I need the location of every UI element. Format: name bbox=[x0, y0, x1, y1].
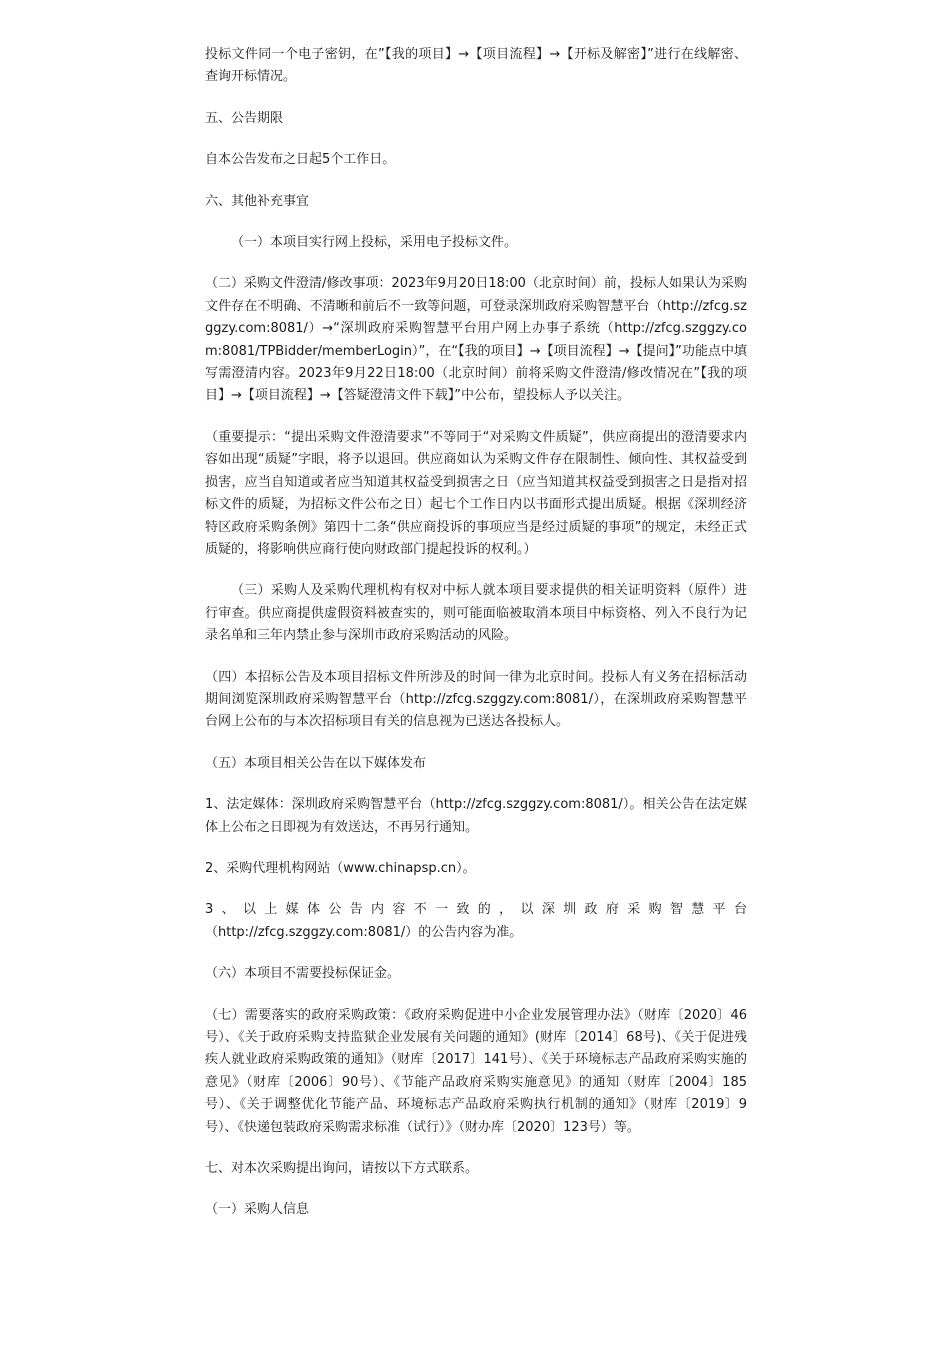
paragraph-announcement-period: 自本公告发布之日起5个工作日。 bbox=[205, 152, 396, 168]
paragraph-statutory-media: 1、法定媒体：深圳政府采购智慧平台（http://zfcg.szggzy.com:8081/）。相关公告在法定媒体上公布之日即视为有效送达，不再另行通知。 bbox=[205, 797, 747, 835]
media-precedence-line-2: （http://zfcg.szggzy.com:8081/）的公告内容为准。 bbox=[205, 924, 523, 940]
media-precedence-line-1: 3、以上媒体公告内容不一致的，以深圳政府采购智慧平台 bbox=[205, 902, 747, 918]
paragraph-purchaser-info: （一）采购人信息 bbox=[205, 1202, 310, 1218]
heading-inquiry-contact: 七、对本次采购提出询问，请按以下方式联系。 bbox=[205, 1161, 479, 1177]
heading-other-matters: 六、其他补充事宜 bbox=[205, 193, 310, 209]
paragraph-beijing-time: （四）本招标公告及本项目招标文件所涉及的时间一律为北京时间。投标人有义务在招标活动期间浏览深圳政府采购智慧平台（http://zfcg.szggzy.com:8081/），在深圳政府采购智慧平台网上公布的与本次招标项目有关的信息视为已送达各投标人。 bbox=[205, 669, 747, 730]
document-body bbox=[205, 44, 747, 1241]
paragraph-online-bidding: （一）本项目实行网上投标，采用电子投标文件。 bbox=[231, 235, 518, 251]
paragraph-important-notice: （重要提示：“提出采购文件澄清要求”不等同于“对采购文件质疑”，供应商提出的澄清要求内容如出现“质疑”字眼，将予以退回。供应商如认为采购文件存在限制性、倾向性、其权益受到损害，应当自知道或者应当知道其权益受到损害之日（应当知道其权益受到损害之日是指对招标文件的质疑，为招标文件公布之日）起七个工作日内以书面形式提出质疑。根据《深圳经济特区政府采购条例》第四十二条“供应商投诉的事项应当是经过质疑的事项”的规定，未经正式质疑的，将影响供应商行使向财政部门提起投诉的权利。） bbox=[205, 429, 747, 557]
paragraph-no-deposit: （六）本项目不需要投标保证金。 bbox=[205, 966, 401, 982]
paragraph-clarification: （二）采购文件澄清/修改事项：2023年9月20日18:00（北京时间）前，投标人如果认为采购文件存在不明确、不清晰和前后不一致等问题，可登录深圳政府采购智慧平台（http://zfcg.szggzy.com:8081/）→“深圳政府采购智慧平台用户网上办事子系统（http://zfcg.szggzy.com:8081/TPBidder/memberLogin）”，在“【我的项目】→【项目流程】→【提问】”功能点中填写需澄清内容。2023年9月22日18:00（北京时间）前将采购文件澄清/修改情况在”【我的项目】→【项目流程】→【答疑澄清文件下载】”中公布，望投标人予以关注。 bbox=[205, 276, 747, 404]
heading-announcement-period: 五、公告期限 bbox=[205, 110, 284, 126]
heading-media-publication: （五）本项目相关公告在以下媒体发布 bbox=[205, 755, 427, 771]
paragraph-agency-website: 2、采购代理机构网站（www.chinapsp.cn）。 bbox=[205, 860, 476, 876]
paragraph-procurement-policies: （七）需要落实的政府采购政策：《政府采购促进中小企业发展管理办法》（财库〔2020〕46号）、《关于政府采购支持监狱企业发展有关问题的通知》(财库〔2014〕68号)、《关于促进残疾人就业政府采购政策的通知》（财库〔2017〕141号）、《关于环境标志产品政府采购实施的意见》（财库〔2006〕90号）、《节能产品政府采购实施意见》的通知（财库〔2004〕185号）、《关于调整优化节能产品、环境标志产品政府采购执行机制的通知》（财库〔2019〕9号）、《快递包装政府采购需求标准（试行）》（财办库〔2020〕123号）等。 bbox=[205, 1007, 747, 1135]
paragraph-media-precedence bbox=[205, 899, 747, 944]
paragraph-document-review: （三）采购人及采购代理机构有权对中标人就本项目要求提供的相关证明资料（原件）进行审查。供应商提供虚假资料被查实的，则可能面临被取消本项目中标资格、列入不良行为记录名单和三年内禁止参与深圳市政府采购活动的风险。 bbox=[205, 583, 747, 644]
paragraph-decryption-instruction: 投标文件同一个电子密钥，在”【我的项目】→【项目流程】→【开标及解密】”进行在线解密、查询开标情况。 bbox=[205, 47, 747, 85]
